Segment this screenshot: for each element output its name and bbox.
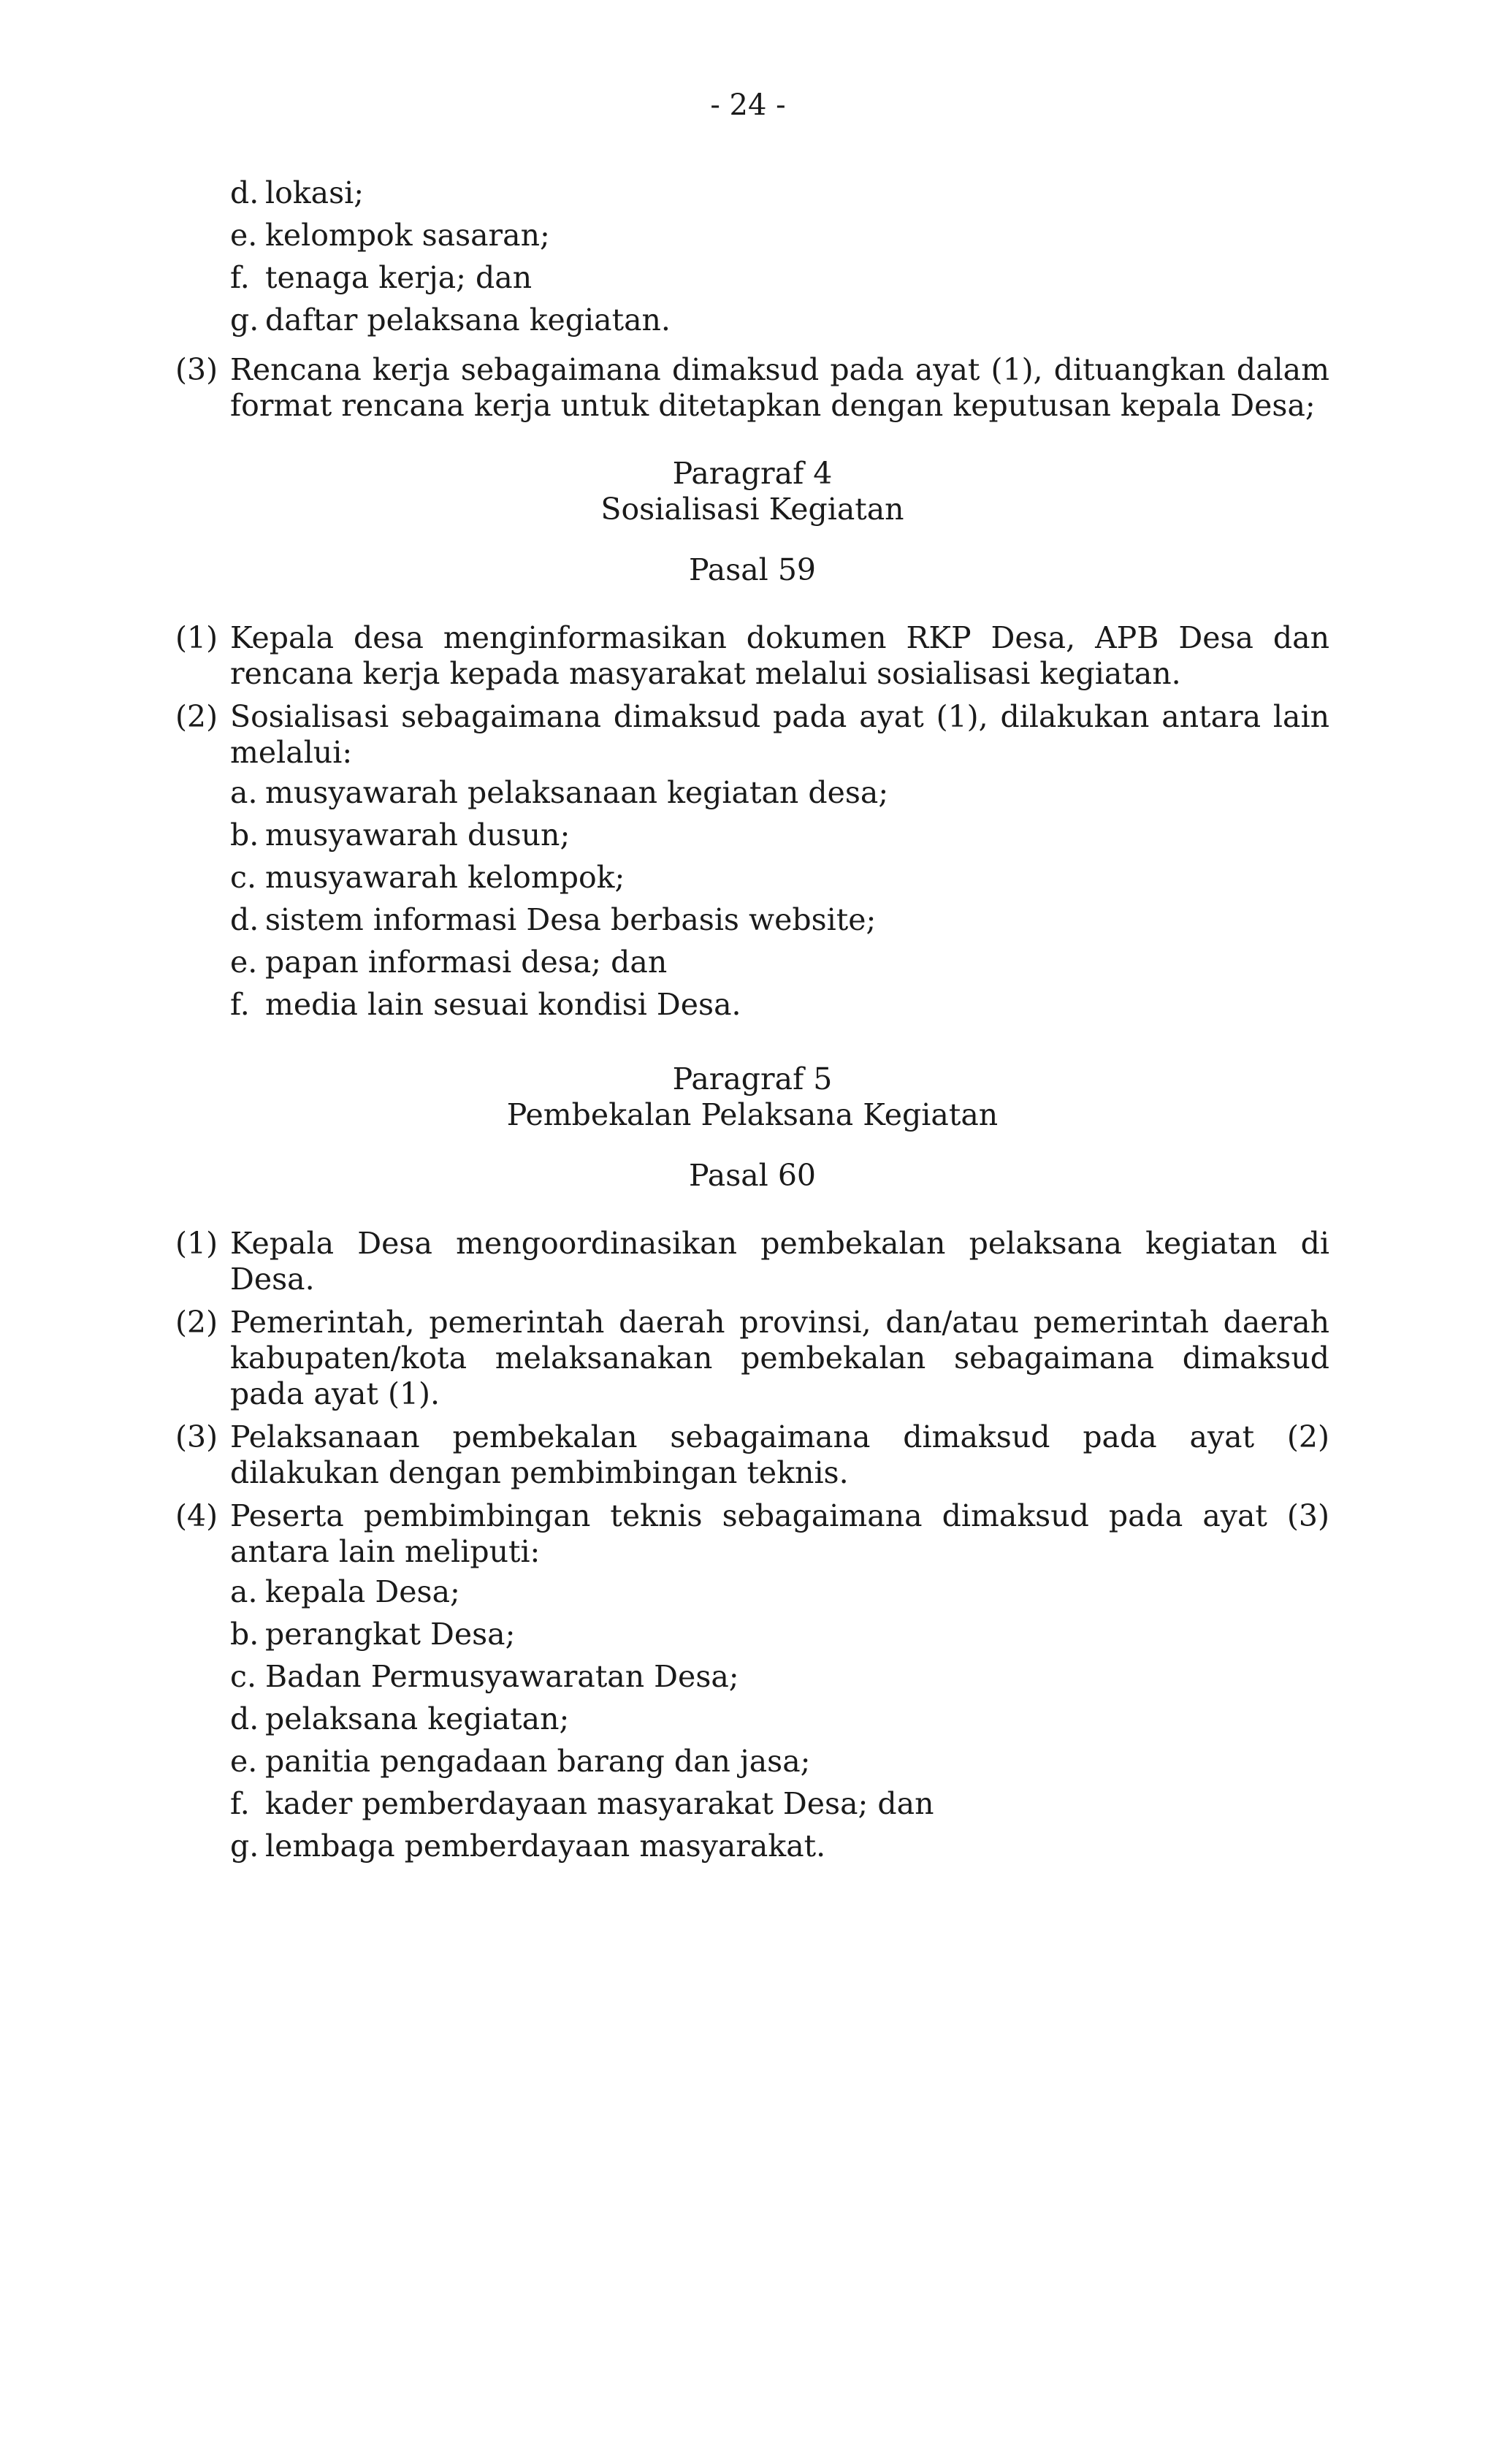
ayat-text: Kepala Desa mengoordinasikan pembekalan pelaksana kegiatan di Desa. [230,1226,1329,1297]
list-text: sistem informasi Desa berbasis website; [265,902,877,937]
ayat-3-rencana-kerja [175,352,1329,424]
ayat-text: Kepala desa menginformasikan dokumen RKP Desa, APB Desa dan rencana kerja kepada masyarakat melalui sosialisasi kegiatan. [230,620,1329,691]
ayat-number: (2) [175,1305,218,1340]
pasal-59-ayat-2 [175,699,1329,1029]
pasal-60-ayat-3 [175,1419,1329,1491]
list-text: perangkat Desa; [265,1617,516,1652]
list-text: daftar pelaksana kegiatan. [265,302,671,337]
ayat-text: Peserta pembimbingan teknis sebagaimana dimaksud pada ayat (3) antara lain meliputi: [230,1498,1329,1569]
list-text: lembaga pemberdayaan masyarakat. [265,1828,826,1864]
ayat-number: (1) [175,1226,218,1261]
spacer [175,527,1329,552]
list-item [230,987,1329,1029]
list-marker: d. [230,1701,259,1736]
pasal-60-ayat-4 [175,1498,1329,1871]
list-text: kelompok sasaran; [265,218,550,253]
paragraf-4-title: Paragraf 4 [672,456,833,491]
ayat-number: (3) [175,1419,218,1454]
list-text: musyawarah dusun; [265,817,570,853]
ayat-body [230,1498,1329,1871]
ayat-body [230,1305,1329,1412]
list-text: panitia pengadaan barang dan jasa; [265,1744,811,1779]
spacer [175,1133,1329,1158]
list-marker: a. [230,1574,258,1609]
list-marker: f. [230,260,250,295]
peserta-list [230,1574,1329,1871]
list-item [230,1828,1329,1871]
ayat-number: (1) [175,620,218,655]
ayat-number: (4) [175,1498,218,1533]
list-marker: e. [230,945,258,980]
pasal-60-ayat-1 [175,1226,1329,1297]
list-marker: e. [230,1744,258,1779]
list-item [230,1659,1329,1701]
pasal-60-heading: Pasal 60 [689,1158,816,1193]
list-marker: g. [230,302,259,337]
list-marker: c. [230,860,256,895]
ayat-number: (2) [175,699,218,734]
list-item [230,902,1329,945]
ayat-body [230,699,1329,1029]
ayat-body [230,1419,1329,1491]
list-item [230,1786,1329,1828]
paragraf-5-subtitle: Pembekalan Pelaksana Kegiatan [506,1097,999,1132]
list-text: musyawarah pelaksanaan kegiatan desa; [265,775,889,810]
list-marker: g. [230,1828,259,1864]
continued-list [175,175,1329,345]
list-marker: f. [230,987,250,1022]
list-marker: c. [230,1659,256,1694]
list-marker: e. [230,218,258,253]
paragraf-4-subtitle: Sosialisasi Kegiatan [600,492,904,527]
list-text: kader pemberdayaan masyarakat Desa; dan [265,1786,934,1821]
list-text: papan informasi desa; dan [265,945,668,980]
list-item [230,218,1329,260]
list-text: kepala Desa; [265,1574,460,1609]
ayat-text: Sosialisasi sebagaimana dimaksud pada ayat (1), dilakukan antara lain melalui: [230,699,1329,770]
list-item [230,260,1329,302]
list-text: media lain sesuai kondisi Desa. [265,987,741,1022]
list-text: pelaksana kegiatan; [265,1701,570,1736]
list-marker: a. [230,775,258,810]
ayat-body [230,352,1329,424]
list-item [230,775,1329,817]
list-item [230,1617,1329,1659]
list-item [230,860,1329,902]
list-text: tenaga kerja; dan [265,260,533,295]
page-number: - 24 - [710,88,786,122]
ayat-body [230,620,1329,692]
spacer [175,1029,1329,1061]
list-text: Badan Permusyawaratan Desa; [265,1659,739,1694]
list-marker: f. [230,1786,250,1821]
list-marker: b. [230,1617,259,1652]
list-item [230,1701,1329,1744]
document-content [175,175,1329,1871]
pasal-59-ayat-1 [175,620,1329,692]
sosialisasi-list [230,775,1329,1029]
list-text: musyawarah kelompok; [265,860,625,895]
list-item [230,1744,1329,1786]
list-item [230,1574,1329,1617]
list-item [230,175,1329,218]
list-marker: d. [230,902,259,937]
pasal-59-heading: Pasal 59 [689,552,816,587]
spacer [175,1194,1329,1218]
spacer [175,424,1329,456]
list-marker: b. [230,817,259,853]
ayat-text: Pelaksanaan pembekalan sebagaimana dimaksud pada ayat (2) dilakukan dengan pembimbingan teknis. [230,1419,1329,1490]
list-item [230,302,1329,345]
paragraf-5-title: Paragraf 5 [672,1061,833,1096]
pasal-60-ayat-2 [175,1305,1329,1412]
list-marker: d. [230,175,259,210]
ayat-text: Pemerintah, pemerintah daerah provinsi, dan/atau pemerintah daerah kabupaten/kota melaksanakan pembekalan sebagaimana dimaksud pada ayat (1). [230,1305,1329,1411]
list-text: lokasi; [265,175,365,210]
list-item [230,817,1329,860]
ayat-body [230,1226,1329,1297]
ayat-text: Rencana kerja sebagaimana dimaksud pada ayat (1), dituangkan dalam format rencana kerja untuk ditetapkan dengan keputusan kepala Desa; [230,352,1329,423]
ayat-number: (3) [175,352,218,387]
list-item [230,945,1329,987]
spacer [175,588,1329,613]
